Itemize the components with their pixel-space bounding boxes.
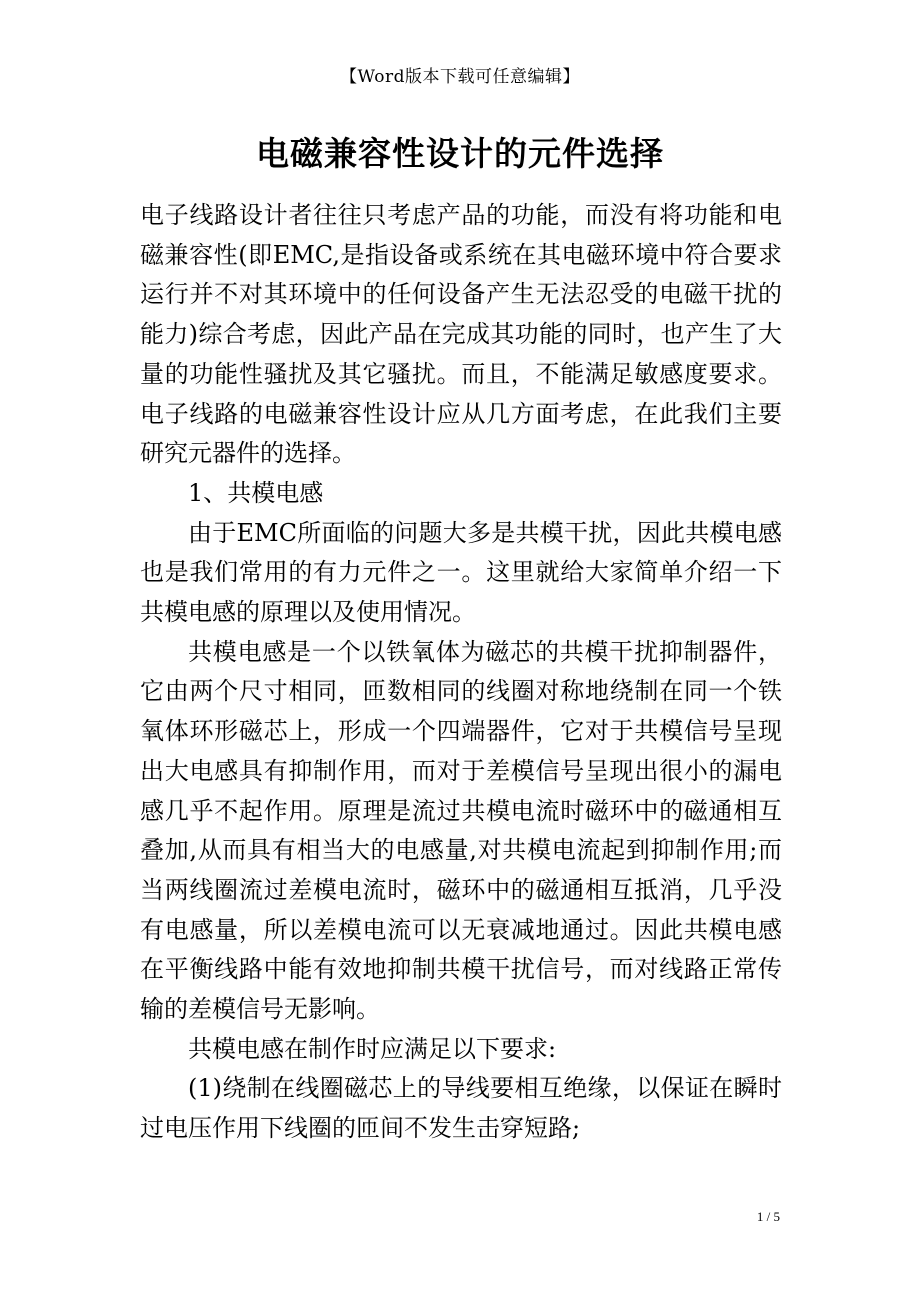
section-heading-common-mode-inductor: 1、共模电感 <box>188 478 324 507</box>
paragraph-requirement-1: (1)绕制在线圈磁芯上的导线要相互绝缘，以保证在瞬时过电压作用下线圈的匝间不发生击穿短路; <box>140 1074 782 1143</box>
paragraph-emc-problem: 由于EMC所面临的问题大多是共模干扰，因此共模电感也是我们常用的有力元件之一。这里就给大家简单介绍一下共模电感的原理以及使用情况。 <box>140 518 782 627</box>
paragraph-intro: 电子线路设计者往往只考虑产品的功能，而没有将功能和电磁兼容性(即EMC,是指设备或系统在其电磁环境中符合要求运行并不对其环境中的任何设备产生无法忍受的电磁干扰的能力)综合考虑，因此产品在完成其功能的同时，也产生了大量的功能性骚扰及其它骚扰。而且，不能满足敏感度要求。电子线路的电磁兼容性设计应从几方面考虑，在此我们主要研究元器件的选择。 <box>140 201 782 468</box>
header-note: 【Word版本下载可任意编辑】 <box>339 67 581 87</box>
paragraph-principle: 共模电感是一个以铁氧体为磁芯的共模干扰抑制器件，它由两个尺寸相同，匝数相同的线圈对称地绕制在同一个铁氧体环形磁芯上，形成一个四端器件，它对于共模信号呈现出大电感具有抑制作用，而对于差模信号呈现出很小的漏电感几乎不起作用。原理是流过共模电流时磁环中的磁通相互叠加,从而具有相当大的电感量,对共模电流起到抑制作用;而当两线圈流过差模电流时，磁环中的磁通相互抵消，几乎没有电感量，所以差模电流可以无衰减地通过。因此共模电感在平衡线路中能有效地抑制共模干扰信号，而对线路正常传输的差模信号无影响。 <box>140 637 782 1024</box>
document-body <box>140 196 782 1149</box>
page-number: 1 / 5 <box>756 1209 780 1224</box>
paragraph-requirements-intro: 共模电感在制作时应满足以下要求: <box>188 1034 557 1063</box>
document-title: 电磁兼容性设计的元件选择 <box>256 134 664 173</box>
